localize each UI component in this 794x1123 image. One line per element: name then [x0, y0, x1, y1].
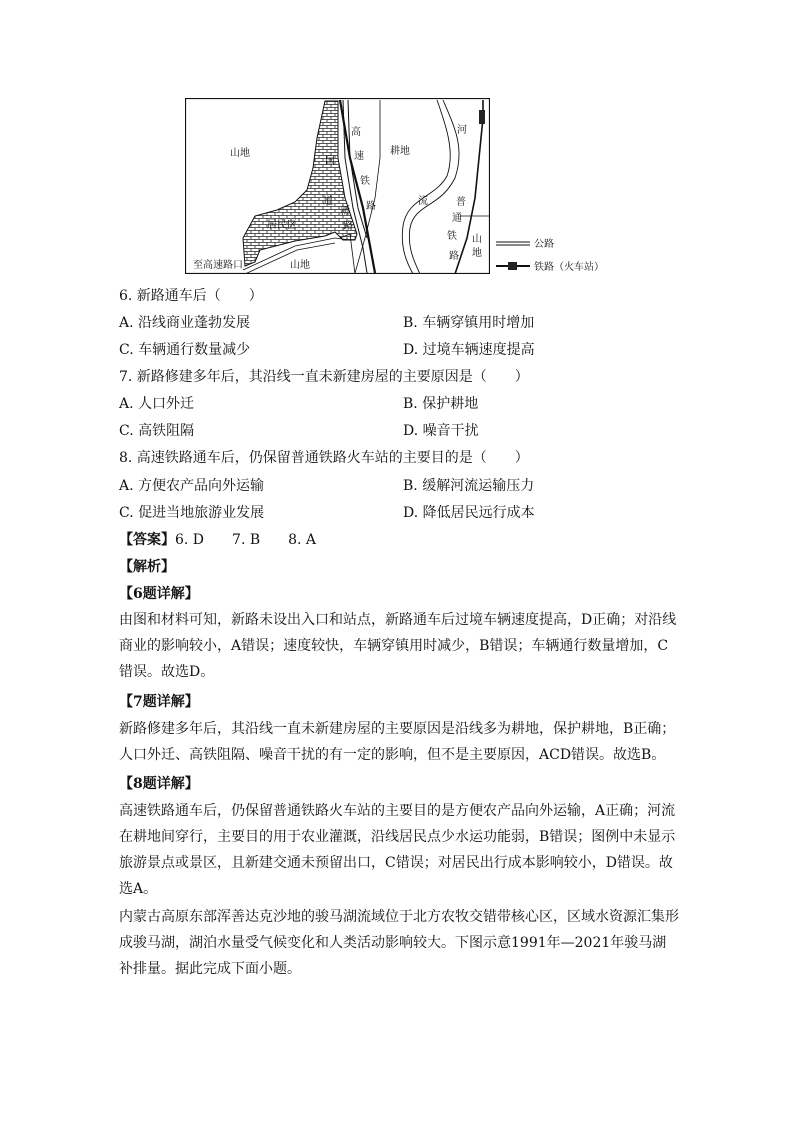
q7-option-c: C. 高铁阻隔 — [119, 423, 195, 439]
label-farmland: 耕地 — [390, 146, 410, 157]
label-mountain-e-1: 山 — [472, 234, 482, 245]
answer-label: 【答案】 — [119, 532, 175, 548]
question-8-stem: 8. 高速铁路通车后，仍保留普通铁路火车站的主要目的是（ ） — [119, 450, 529, 466]
label-lu-new: 路 — [343, 221, 353, 232]
label-guo: 国 — [325, 156, 335, 167]
map-figure — [185, 98, 490, 274]
analysis-label: 【解析】 — [119, 559, 175, 575]
passage-text: 内蒙古高原东部浑善达克沙地的骏马湖流域位于北方农牧交错带核心区，区域水资源汇集形成骏马湖，湖泊水量受气候变化和人类活动影响较大。下图示意1991年—2021年骏马湖补排量。据此完成下面小题。 — [119, 909, 679, 977]
answer-line — [119, 530, 316, 550]
q6-option-d: D. 过境车辆速度提高 — [403, 342, 535, 358]
question-6-stem: 6. 新路通车后（ ） — [119, 288, 263, 304]
legend-railway-label: 铁路（火车站） — [534, 262, 604, 273]
map-legend — [492, 230, 632, 276]
label-tie-hs: 铁 — [360, 176, 370, 187]
q6-option-c: C. 车辆通行数量减少 — [119, 342, 251, 358]
answer-values: 6. D 7. B 8. A — [175, 532, 317, 548]
q6-option-a: A. 沿线商业蓬勃发展 — [119, 315, 251, 331]
q8-option-b: B. 缓解河流运输压力 — [403, 478, 535, 494]
q8-option-c: C. 促进当地旅游业发展 — [119, 505, 265, 521]
question-7-stem: 7. 新路修建多年后，其沿线一直未新建房屋的主要原因是（ ） — [119, 369, 529, 385]
label-lu-n: 路 — [449, 251, 459, 262]
label-mountain-nw: 山地 — [230, 148, 250, 159]
legend-road-label: 公路 — [534, 239, 554, 250]
legend-station-icon — [508, 262, 517, 270]
label-su: 速 — [354, 151, 364, 162]
detail-8-heading: 【8题详解】 — [119, 776, 199, 792]
detail-6-heading: 【6题详解】 — [119, 586, 199, 602]
detail-8-text: 高速铁路通车后，仍保留普通铁路火车站的主要目的是方便农产品向外运输，A正确；河流在耕地间穿行，主要目的用于农业灌溉，沿线居民点少水运功能弱，B错误；图例中未显示旅游景点或景区，且新建交通未预留出口，C错误；对居民出行成本影响较小，D错误。故选A。 — [119, 803, 676, 897]
q8-option-d: D. 降低居民远行成本 — [403, 505, 535, 521]
label-gao: 高 — [351, 127, 361, 138]
label-lu-hs: 路 — [366, 201, 376, 212]
label-dao: 道 — [323, 196, 333, 207]
detail-7-heading: 【7题详解】 — [119, 694, 199, 710]
label-tie-n: 铁 — [447, 231, 457, 242]
label-pu: 普 — [456, 197, 466, 208]
label-river: 河 — [457, 125, 467, 136]
label-xin: 新 — [340, 206, 350, 217]
label-tong: 通 — [452, 213, 462, 224]
q7-option-b: B. 保护耕地 — [403, 396, 479, 412]
label-to-highway-exit: 至高速路口 — [193, 260, 243, 271]
label-mountain-s: 山地 — [290, 260, 310, 271]
train-station — [479, 110, 485, 124]
detail-6-text: 由图和材料可知，新路未设出入口和站点，新路通车后过境车辆速度提高，D正确；对沿线商业的影响较小，A错误；速度较快，车辆穿镇用时减少，B错误；车辆通行数量增加，C错误。故选D。 — [119, 612, 677, 680]
q7-option-a: A. 人口外迁 — [119, 396, 195, 412]
q7-option-d: D. 噪音干扰 — [403, 423, 479, 439]
q6-option-b: B. 车辆穿镇用时增加 — [403, 315, 535, 331]
label-mountain-e-2: 地 — [472, 248, 482, 259]
q8-option-a: A. 方便农产品向外运输 — [119, 478, 265, 494]
detail-7-text: 新路修建多年后，其沿线一直未新建房屋的主要原因是沿线多为耕地，保护耕地，B正确；人口外迁、高铁阻隔、噪音干扰的有一定的影响，但不是主要原因，ACD错误。故选B。 — [119, 721, 676, 763]
label-flow: 流 — [418, 196, 428, 207]
label-residential: 居民区 — [267, 220, 297, 231]
